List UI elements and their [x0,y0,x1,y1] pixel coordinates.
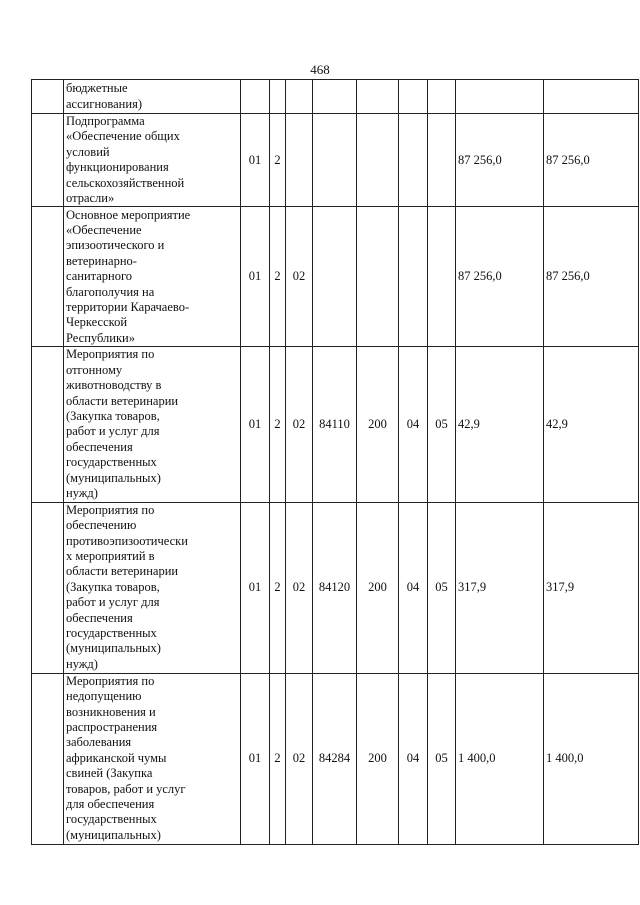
item-name-line: Мероприятия по [66,502,155,517]
amount2-cell: 1 400,0 [544,673,639,844]
amount2-cell [544,80,639,114]
row-number-cell [32,502,64,673]
table-row [32,502,639,673]
item-name-line: обеспечения [66,439,133,454]
code-cell-c1 [241,80,270,114]
code-cell-c5 [357,207,399,347]
item-name-cell [64,502,241,673]
amount1-cell: 317,9 [456,502,544,673]
item-name-line: х мероприятий в [66,548,155,563]
item-name-line: области ветеринарии [66,564,179,579]
code-cell-c5: 200 [357,502,399,673]
row-number-cell [32,673,64,844]
row-number-cell [32,114,64,207]
amount1-cell: 42,9 [456,347,544,502]
code-cell-c2 [270,80,286,114]
amount1-cell: 87 256,0 [456,114,544,207]
amount2-cell: 317,9 [544,502,639,673]
code-cell-c3 [286,80,313,114]
code-cell-c1: 01 [241,502,270,673]
code-cell-c3: 02 [286,673,313,844]
code-cell-c1: 01 [241,207,270,347]
item-name-line: заболевания [66,735,132,750]
table-row [32,673,639,844]
table-row [32,114,639,207]
code-cell-c7: 05 [428,502,456,673]
code-cell-c5: 200 [357,347,399,502]
item-name-cell [64,80,241,114]
code-cell-c5 [357,80,399,114]
code-cell-c4: 84110 [313,347,357,502]
item-name-line: Мероприятия по [66,347,155,362]
table-row [32,207,639,347]
code-cell-c2: 2 [270,673,286,844]
item-name-line: (муниципальных) [66,470,161,485]
code-cell-c4 [313,114,357,207]
row-number-cell [32,347,64,502]
code-cell-c3: 02 [286,347,313,502]
item-name-line: свиней (Закупка [66,766,153,781]
item-name-line: ветеринарно- [66,253,137,268]
item-name-line: (Закупка товаров, [66,579,160,594]
item-name-line: нужд) [66,656,98,671]
item-name-line: ассигнования) [66,96,142,111]
item-name-line: отгонному [66,362,123,377]
item-name-line: (муниципальных) [66,641,161,656]
item-name-line: Основное мероприятие [66,207,191,222]
amount2-cell: 87 256,0 [544,207,639,347]
item-name-line: Мероприятия по [66,673,155,688]
item-name-line: «Обеспечение [66,223,142,238]
code-cell-c7 [428,114,456,207]
code-cell-c6: 04 [399,347,428,502]
code-cell-c2: 2 [270,347,286,502]
item-name-line: территории Карачаево- [66,300,190,315]
item-name-cell [64,207,241,347]
code-cell-c7 [428,80,456,114]
item-name-line: сельскохозяйственной [66,175,185,190]
code-cell-c3: 02 [286,502,313,673]
item-name-cell [64,347,241,502]
code-cell-c2: 2 [270,502,286,673]
item-name-line: государственных [66,455,157,470]
item-name-line: распространения [66,719,158,734]
code-cell-c6 [399,80,428,114]
item-name-line: (муниципальных) [66,827,161,842]
item-name-line: Черкесской [66,315,128,330]
item-name-cell [64,673,241,844]
item-name-line: работ и услуг для [66,424,160,439]
item-name-line: эпизоотического и [66,238,165,253]
item-name-line: обеспечения [66,610,133,625]
code-cell-c5 [357,114,399,207]
code-cell-c7: 05 [428,673,456,844]
code-cell-c2: 2 [270,207,286,347]
table-row [32,80,639,114]
row-number-cell [32,80,64,114]
code-cell-c7 [428,207,456,347]
item-name-line: обеспечению [66,518,137,533]
page-number: 468 [310,62,330,77]
item-name-line: для обеспечения [66,797,155,812]
item-name-line: области ветеринарии [66,393,179,408]
code-cell-c4: 84120 [313,502,357,673]
code-cell-c2: 2 [270,114,286,207]
item-name-line: Республики» [66,330,135,345]
item-name-line: условий [66,144,110,159]
code-cell-c1: 01 [241,114,270,207]
code-cell-c1: 01 [241,673,270,844]
item-name-line: (Закупка товаров, [66,409,160,424]
item-name-line: санитарного [66,269,133,284]
code-cell-c6 [399,114,428,207]
item-name-line: противоэпизоотически [66,533,188,548]
budget-table [31,79,639,845]
item-name-line: недопущению [66,689,142,704]
table-row [32,347,639,502]
item-name-line: государственных [66,626,157,641]
item-name-line: африканской чумы [66,750,167,765]
code-cell-c4 [313,80,357,114]
code-cell-c3 [286,114,313,207]
item-name-line: отрасли» [66,191,115,206]
amount1-cell: 87 256,0 [456,207,544,347]
code-cell-c6 [399,207,428,347]
code-cell-c1: 01 [241,347,270,502]
code-cell-c6: 04 [399,673,428,844]
row-number-cell [32,207,64,347]
item-name-line: бюджетные [66,81,128,96]
code-cell-c4 [313,207,357,347]
code-cell-c6: 04 [399,502,428,673]
item-name-line: товаров, работ и услуг [66,781,186,796]
item-name-line: благополучия на [66,284,155,299]
code-cell-c3: 02 [286,207,313,347]
item-name-line: нужд) [66,486,98,501]
item-name-cell [64,114,241,207]
item-name-line: функционирования [66,160,169,175]
item-name-line: возникновения и [66,704,156,719]
item-name-line: «Обеспечение общих [66,129,180,144]
code-cell-c4: 84284 [313,673,357,844]
amount2-cell: 87 256,0 [544,114,639,207]
item-name-line: Подпрограмма [66,114,145,128]
code-cell-c7: 05 [428,347,456,502]
amount1-cell: 1 400,0 [456,673,544,844]
code-cell-c5: 200 [357,673,399,844]
item-name-line: государственных [66,812,157,827]
item-name-line: работ и услуг для [66,595,160,610]
amount2-cell: 42,9 [544,347,639,502]
amount1-cell [456,80,544,114]
item-name-line: животноводству в [66,378,162,393]
